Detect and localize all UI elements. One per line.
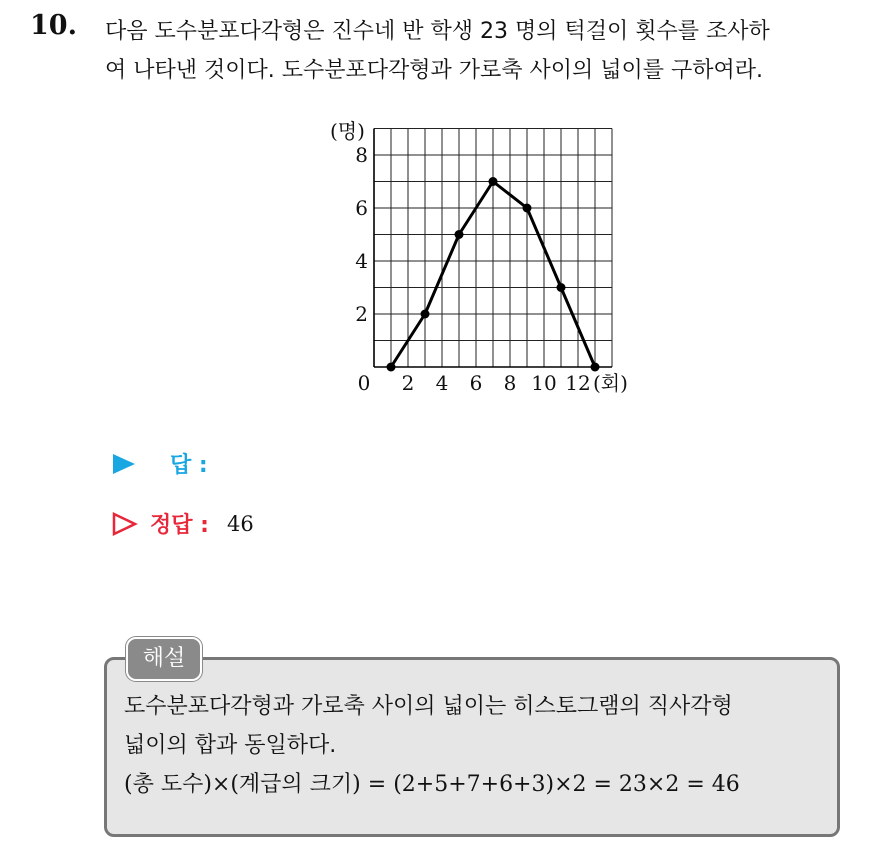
data-point bbox=[387, 363, 396, 372]
x-tick-label: 10 bbox=[531, 371, 557, 395]
question-line-1: 다음 도수분포다각형은 진수네 반 학생 23 명의 턱걸이 횟수를 조사하 bbox=[105, 19, 770, 44]
y-tick-label: 6 bbox=[355, 196, 368, 220]
solution-text bbox=[124, 687, 836, 804]
answer-label: 답 : bbox=[170, 453, 208, 478]
correct-answer-label: 정답 : bbox=[150, 513, 209, 538]
correct-answer-value: 46 bbox=[226, 511, 254, 536]
y-tick-label: 4 bbox=[355, 249, 368, 273]
solution-line-2: 넓이의 합과 동일하다. bbox=[124, 733, 337, 758]
y-axis-label: (명) bbox=[330, 119, 365, 143]
x-tick-label: 8 bbox=[503, 371, 517, 395]
data-point bbox=[591, 363, 600, 372]
chart-grid bbox=[374, 129, 612, 368]
x-tick-label: 12 bbox=[565, 371, 591, 395]
data-point bbox=[421, 310, 430, 319]
correct-answer-row bbox=[112, 508, 254, 539]
outline-triangle-right-icon bbox=[112, 512, 138, 536]
y-tick-labels bbox=[355, 143, 368, 326]
answer-row bbox=[112, 448, 208, 479]
filled-triangle-right-icon bbox=[112, 452, 136, 476]
x-axis-label: (회) bbox=[593, 371, 628, 395]
question-line-2: 여 나타낸 것이다. 도수분포다각형과 가로축 사이의 넓이를 구하여라. bbox=[105, 58, 763, 83]
data-point bbox=[557, 283, 566, 292]
x-tick-label: 0 bbox=[357, 371, 371, 395]
solution-line-1: 도수분포다각형과 가로축 사이의 넓이는 히스토그램의 직사각형 bbox=[124, 694, 733, 719]
solution-tag: 해설 bbox=[126, 637, 202, 681]
x-tick-label: 2 bbox=[401, 371, 415, 395]
x-tick-labels bbox=[358, 371, 591, 395]
y-tick-label: 2 bbox=[355, 302, 368, 326]
y-tick-label: 8 bbox=[355, 143, 368, 167]
x-tick-label: 6 bbox=[469, 371, 483, 395]
solution-formula: (총 도수)×(계급의 크기) = (2+5+7+6+3)×2 = 23×2 = 46 bbox=[124, 772, 740, 797]
data-point bbox=[489, 177, 498, 186]
question-number: 10. bbox=[30, 10, 77, 41]
data-point bbox=[455, 230, 464, 239]
x-tick-label: 4 bbox=[435, 371, 449, 395]
data-point bbox=[523, 204, 532, 213]
